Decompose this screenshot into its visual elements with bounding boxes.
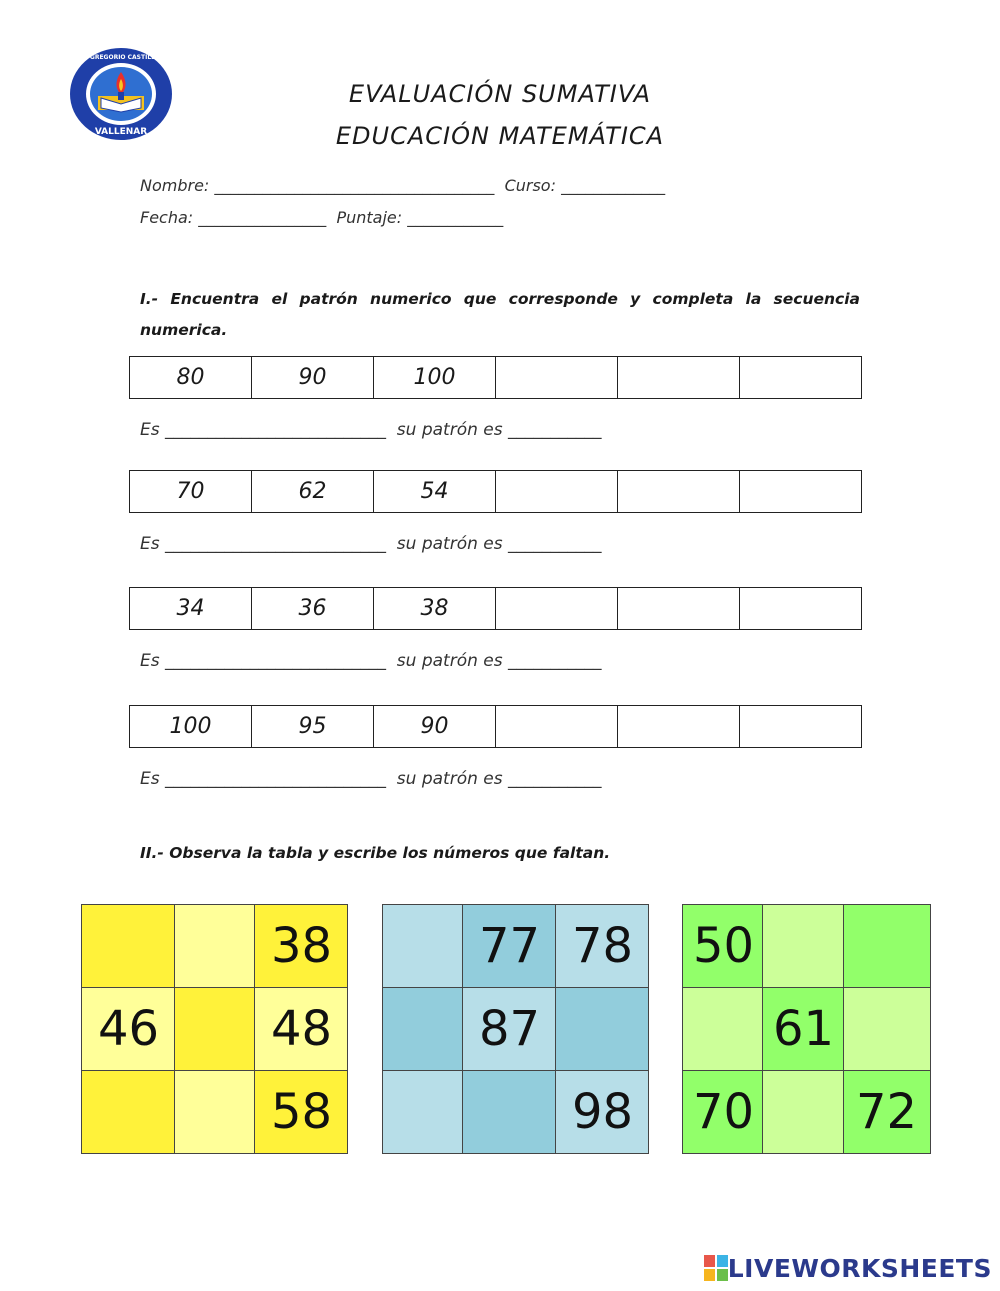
nombre-curso-line[interactable]: Nombre: ___________________________________ Curso: _____________ — [140, 176, 666, 195]
sequence-blank-cell[interactable] — [496, 357, 618, 399]
sequence-blank-cell[interactable] — [740, 357, 862, 399]
sequence-cell: 100 — [374, 357, 496, 399]
grid-cell: 72 — [844, 1071, 931, 1154]
sequence-blank-cell[interactable] — [496, 588, 618, 630]
grid-cell: 46 — [82, 988, 175, 1071]
sequence-blank-cell[interactable] — [740, 471, 862, 513]
table-row — [683, 988, 931, 1071]
grid-cell[interactable] — [844, 988, 931, 1071]
pattern-answer-line[interactable]: Es __________________________ su patrón es ___________ — [140, 420, 602, 440]
logo-ring-text: ESCUELA GREGORIO CASTILLO MARIN — [57, 54, 185, 61]
green-number-grid — [682, 904, 931, 1154]
table-row — [82, 905, 348, 988]
sequence-cell: 80 — [130, 357, 252, 399]
sequence-blank-cell[interactable] — [618, 357, 740, 399]
sequence-cell: 95 — [252, 706, 374, 748]
pattern-answer-line[interactable]: Es __________________________ su patrón es ___________ — [140, 769, 602, 789]
table-row — [130, 471, 862, 513]
sequence-cell: 54 — [374, 471, 496, 513]
sequence-cell: 36 — [252, 588, 374, 630]
grid-cell[interactable] — [763, 905, 844, 988]
sequence-blank-cell[interactable] — [618, 471, 740, 513]
liveworksheets-icon — [704, 1255, 728, 1281]
section2-instruction: II.- Observa la tabla y escribe los números que faltan. — [140, 844, 611, 862]
grid-cell: 50 — [683, 905, 763, 988]
sequence-blank-cell[interactable] — [618, 706, 740, 748]
section1-instruction: I.- Encuentra el patrón numerico que corresponde y completa la secuencia numerica. — [140, 290, 860, 339]
grid-cell[interactable] — [175, 988, 255, 1071]
sequence-blank-cell[interactable] — [740, 588, 862, 630]
sequence-table — [129, 356, 862, 399]
grid-cell[interactable] — [175, 1071, 255, 1154]
fecha-puntaje-line[interactable]: Fecha: ________________ Puntaje: ____________ — [140, 208, 504, 227]
grid-cell[interactable] — [763, 1071, 844, 1154]
table-row — [683, 905, 931, 988]
grid-cell[interactable] — [556, 988, 649, 1071]
blue-number-grid — [382, 904, 649, 1154]
table-row — [130, 706, 862, 748]
liveworksheets-logo[interactable] — [704, 1253, 992, 1283]
grid-cell[interactable] — [844, 905, 931, 988]
table-row — [383, 988, 649, 1071]
sequence-cell: 38 — [374, 588, 496, 630]
title-educacion: EDUCACIÓN MATEMÁTICA — [335, 122, 665, 150]
grid-cell[interactable] — [82, 1071, 175, 1154]
grid-cell: 70 — [683, 1071, 763, 1154]
grid-cell: 98 — [556, 1071, 649, 1154]
grid-cell[interactable] — [463, 1071, 556, 1154]
logo-bottom-text: VALLENAR — [94, 127, 148, 137]
sequence-cell: 34 — [130, 588, 252, 630]
grid-cell[interactable] — [383, 1071, 463, 1154]
sequence-blank-cell[interactable] — [618, 588, 740, 630]
grid-cell[interactable] — [383, 905, 463, 988]
table-row — [130, 588, 862, 630]
grid-cell: 38 — [255, 905, 348, 988]
table-row — [82, 1071, 348, 1154]
sequence-cell: 70 — [130, 471, 252, 513]
table-row — [82, 988, 348, 1071]
grid-cell: 48 — [255, 988, 348, 1071]
title-evaluacion: EVALUACIÓN SUMATIVA — [348, 80, 652, 108]
sequence-table — [129, 587, 862, 630]
sequence-blank-cell[interactable] — [496, 471, 618, 513]
sequence-table — [129, 470, 862, 513]
grid-cell: 78 — [556, 905, 649, 988]
brand-text: LIVEWORKSHEETS — [727, 1253, 992, 1283]
sequence-cell: 90 — [252, 357, 374, 399]
pattern-answer-line[interactable]: Es __________________________ su patrón es ___________ — [140, 651, 602, 671]
grid-cell: 77 — [463, 905, 556, 988]
sequence-blank-cell[interactable] — [740, 706, 862, 748]
yellow-number-grid — [81, 904, 348, 1154]
sequence-table — [129, 705, 862, 748]
table-row — [383, 905, 649, 988]
grid-cell[interactable] — [683, 988, 763, 1071]
sequence-cell: 62 — [252, 471, 374, 513]
pattern-answer-line[interactable]: Es __________________________ su patrón es ___________ — [140, 534, 602, 554]
grid-cell[interactable] — [383, 988, 463, 1071]
table-row — [383, 1071, 649, 1154]
table-row — [130, 357, 862, 399]
sequence-cell: 90 — [374, 706, 496, 748]
sequence-blank-cell[interactable] — [496, 706, 618, 748]
grid-cell: 61 — [763, 988, 844, 1071]
table-row — [683, 1071, 931, 1154]
grid-cell: 87 — [463, 988, 556, 1071]
grid-cell[interactable] — [175, 905, 255, 988]
sequence-cell: 100 — [130, 706, 252, 748]
grid-cell[interactable] — [82, 905, 175, 988]
grid-cell: 58 — [255, 1071, 348, 1154]
